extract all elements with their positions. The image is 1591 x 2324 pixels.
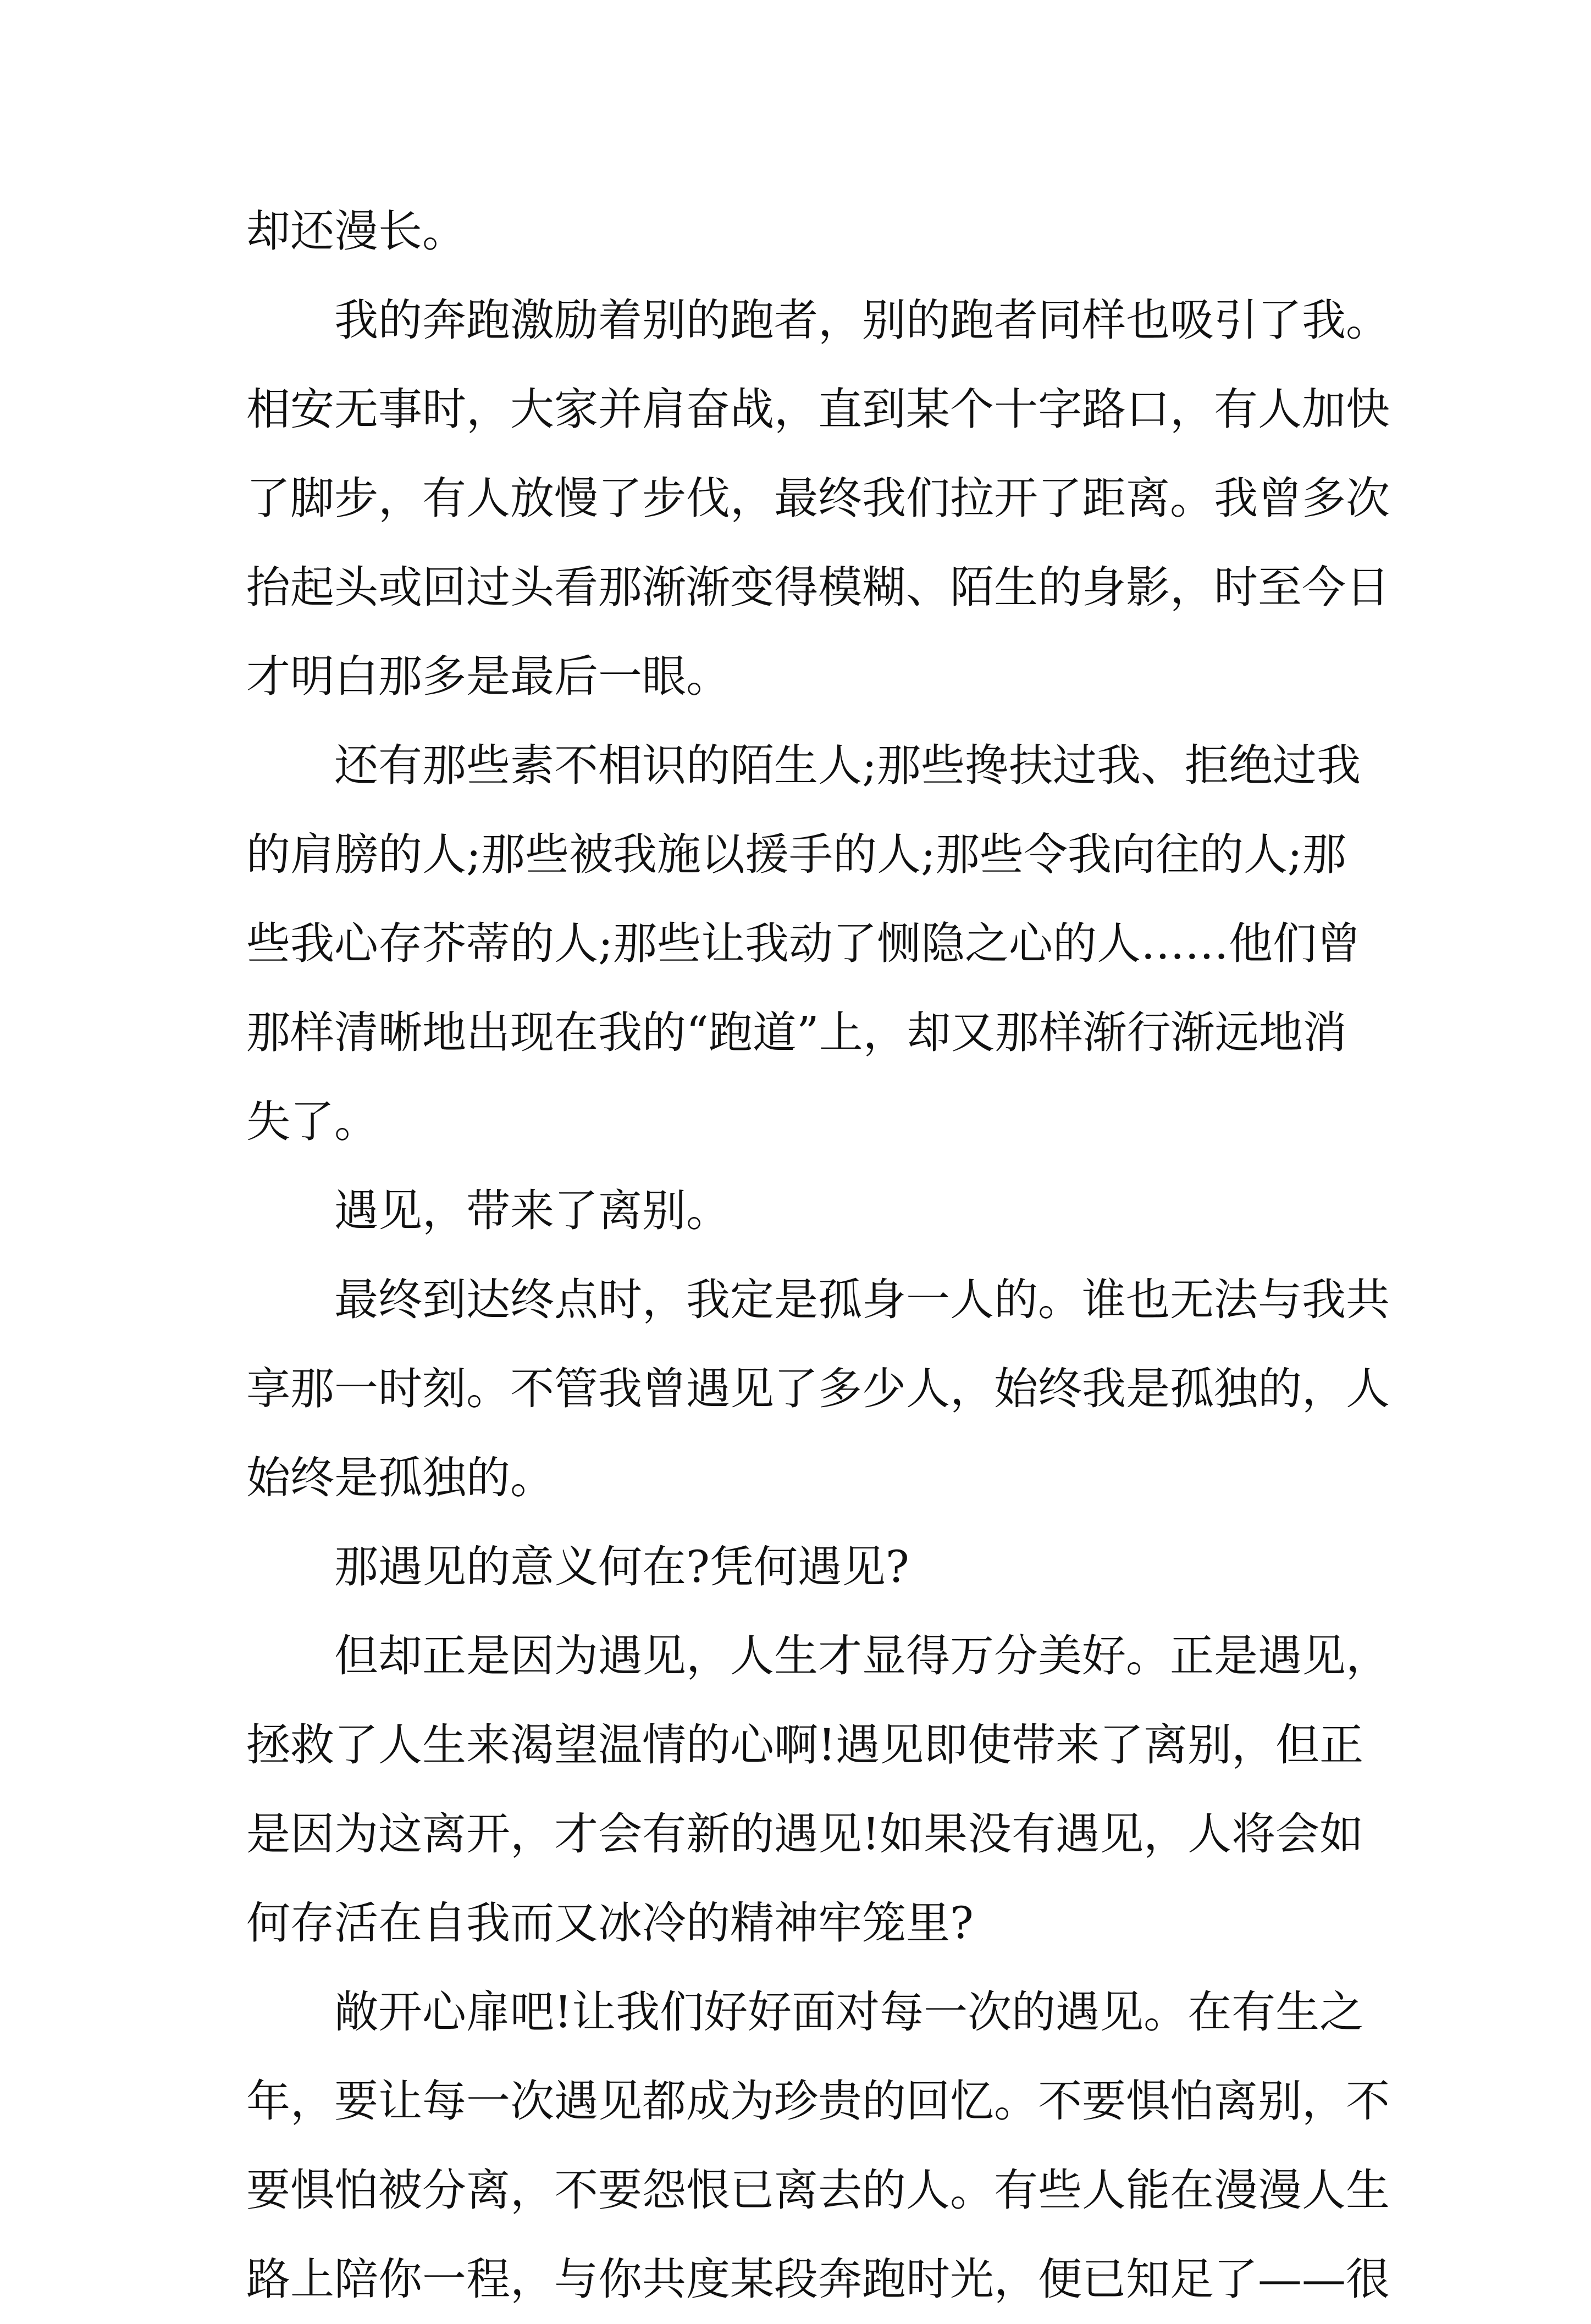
- text-line: 年，要让每一次遇见都成为珍贵的回忆。不要惧怕离别，不: [246, 2076, 1390, 2127]
- text-line: 何存活在自我而又冰冷的精神牢笼里?: [246, 1897, 974, 1949]
- text-line: 是因为这离开，才会有新的遇见!如果没有遇见，人将会如: [246, 1808, 1364, 1860]
- text-line: 敞开心扉吧!让我们好好面对每一次的遇见。在有生之: [334, 1987, 1364, 2038]
- text-line: 些我心存芥蒂的人;那些让我动了恻隐之心的人……他们曾: [246, 918, 1361, 969]
- text-line: 遇见，带来了离别。: [334, 1185, 730, 1236]
- text-line: 拯救了人生来渴望温情的心啊!遇见即使带来了离别，但正: [246, 1719, 1364, 1770]
- text-line: 失了。: [246, 1096, 378, 1147]
- text-line: 路上陪你一程，与你共度某段奔跑时光，便已知足了——很: [246, 2254, 1390, 2305]
- text-line: 但却正是因为遇见，人生才显得万分美好。正是遇见，: [334, 1630, 1390, 1681]
- text-line: 了脚步，有人放慢了步伐，最终我们拉开了距离。我曾多次: [246, 473, 1390, 524]
- text-line: 我的奔跑激励着别的跑者，别的跑者同样也吸引了我。: [334, 295, 1390, 346]
- text-line: 那遇见的意义何在?凭何遇见?: [334, 1541, 909, 1592]
- text-line: 还有那些素不相识的陌生人;那些搀扶过我、拒绝过我: [334, 740, 1361, 791]
- text-line: 最终到达终点时，我定是孤身一人的。谁也无法与我共: [334, 1274, 1390, 1325]
- text-line: 却还漫长。: [246, 206, 466, 257]
- body-text: [246, 187, 1390, 2324]
- text-line: 才明白那多是最后一眼。: [246, 651, 730, 702]
- text-line: 始终是孤独的。: [246, 1452, 554, 1503]
- text-line: 那样清晰地出现在我的“跑道”上，却又那样渐行渐远地消: [246, 1007, 1347, 1058]
- text-line: 享那一时刻。不管我曾遇见了多少人，始终我是孤独的，人: [246, 1363, 1390, 1414]
- text-line: 要惧怕被分离，不要怨恨已离去的人。有些人能在漫漫人生: [246, 2165, 1390, 2216]
- text-line: 抬起头或回过头看那渐渐变得模糊、陌生的身影，时至今日: [246, 562, 1390, 613]
- text-line: 相安无事时，大家并肩奋战，直到某个十字路口，有人加快: [246, 384, 1390, 435]
- text-line: 的肩膀的人;那些被我施以援手的人;那些令我向往的人;那: [246, 829, 1346, 880]
